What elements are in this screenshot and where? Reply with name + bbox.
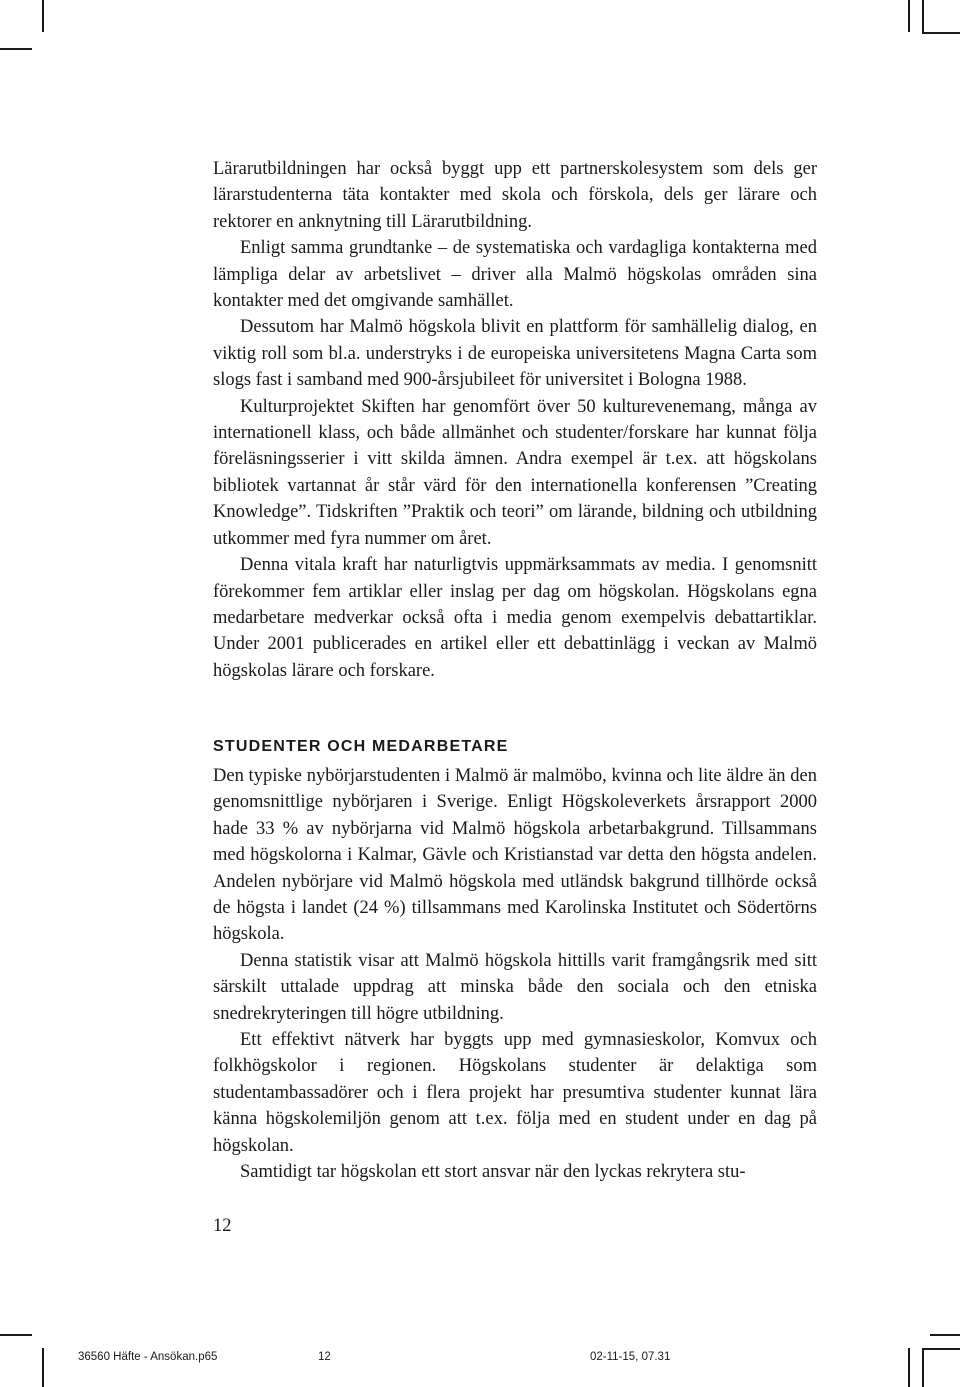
crop-mark (922, 0, 924, 32)
crop-mark (0, 48, 32, 50)
crop-mark (42, 1348, 44, 1387)
crop-mark (0, 1334, 32, 1336)
crop-mark (908, 1348, 910, 1387)
crop-mark (922, 32, 960, 34)
crop-mark (908, 0, 910, 32)
page-number: 12 (213, 1216, 232, 1236)
paragraph: Dessutom har Malmö högskola blivit en plattform för samhällelig dialog, en viktig roll som bl.a. understryks i de europeiska universitetens Magna Carta som slogs fast i samband med 900-årsjubileet för universitet i Bologna 1988. (213, 317, 817, 391)
paragraph: Den typiske nybörjarstudenten i Malmö är malmöbo, kvinna och lite äldre än den genomsnittlige nybörjaren i Sverige. Enligt Högskoleverkets årsrapport 2000 hade 33 % av nybörjarna vid Malmö högskola arbetarbakgrund. Tillsammans med högskolorna i Kalmar, Gävle och Kristianstad var detta den högsta andelen. Andelen nybörjare vid Malmö högskola med utländsk bakgrund tillhörde också de högsta i landet (24 %) tillsammans med Karolinska Institutet och Södertörns högskola. (213, 766, 817, 945)
paragraph: Kulturprojektet Skiften har genomfört över 50 kulturevenemang, många av internationell klass, och både allmänhet och studenter/forskare har kunnat följa föreläsningsserier i vitt skilda ämnen. Andra exempel är t.ex. att högskolans bibliotek vartannat år står värd för den internationella konferensen ”Creating Knowledge”. Tidskriften ”Praktik och teori” om lärande, bildning och utbildning utkommer med fyra nummer om året. (213, 396, 817, 549)
paragraph: Lärarutbildningen har också byggt upp ett partnerskolesystem som dels ger lärarstudenterna täta kontakter med skola och förskola, dels ger lärare och rektorer en anknytning till Lärarutbildning. (213, 159, 817, 232)
body-text-section (213, 763, 817, 1186)
paragraph: Enligt samma grundtanke – de systematiska och vardagliga kontakterna med lämpliga delar av arbetslivet – driver alla Malmö högskolas områden sina kontakter med det omgivande samhället. (213, 238, 817, 312)
crop-mark (930, 1334, 960, 1336)
slug-filename: 36560 Häfte - Ansökan.p65 (78, 1351, 218, 1363)
body-text-top (213, 156, 817, 684)
printer-slug (65, 1333, 685, 1371)
paragraph: Ett effektivt nätverk har byggts upp med gymnasieskolor, Komvux och folkhögskolor i regionen. Högskolans studenter är delaktiga som studentambassadörer och i flera projekt har presumtiva studenter kunnat lära känna högskolemiljön genom att t.ex. följa med en student under en dag på högskolan. (213, 1030, 817, 1156)
paragraph: Denna statistik visar att Malmö högskola hittills varit framgångsrik med sitt särskilt uttalade uppdrag att minska både den sociala och den etniska snedrekryteringen till högre utbildning. (213, 950, 817, 1024)
crop-mark (922, 1348, 924, 1387)
paragraph: Denna vitala kraft har naturligtvis uppmärksammats av media. I genomsnitt förekommer fem artiklar eller inslag per dag om högskolan. Högskolans egna medarbetare medverkar också ofta i media genom exempelvis debattartiklar. Under 2001 publicerades en artikel eller ett debattinlägg i veckan av Malmö högskolas lärare och forskare. (213, 555, 817, 681)
crop-mark (922, 1348, 960, 1350)
slug-page: 12 (318, 1351, 331, 1363)
section-heading: STUDENTER OCH MEDARBETARE (213, 738, 509, 755)
paragraph: Samtidigt tar högskolan ett stort ansvar när den lyckas rekrytera stu- (240, 1162, 746, 1183)
slug-datetime: 02-11-15, 07.31 (590, 1351, 671, 1363)
crop-mark (42, 0, 44, 32)
